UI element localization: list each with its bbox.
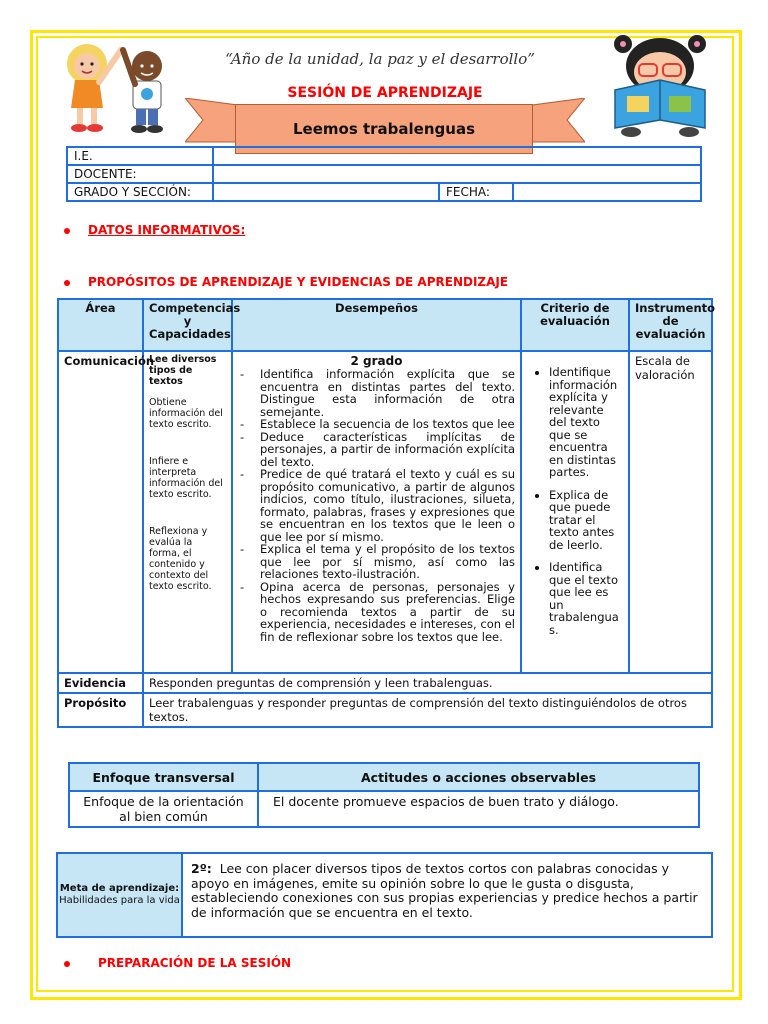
session-title: SESIÓN DE APRENDIZAJE bbox=[287, 85, 483, 101]
meta-label: Meta de aprendizaje: bbox=[59, 883, 180, 894]
desempeno-item: - Deduce características implícitas de personajes, a partir de información explícita del texto. bbox=[238, 431, 515, 469]
criterios-list bbox=[527, 366, 623, 636]
desempeno-item: - Explica el tema y el propósito de los textos que lee por sí mismo, así como las relaciones texto-ilustración. bbox=[238, 543, 515, 581]
criterio-item: • Identifica que el texto que lee es un trabalengua s. bbox=[549, 561, 623, 636]
enfoque-transversal-table bbox=[68, 762, 700, 828]
enfoque-header: Enfoque transversal bbox=[69, 763, 258, 791]
desempenos-cell bbox=[232, 351, 521, 673]
fecha-value[interactable] bbox=[513, 183, 701, 201]
datos-informativos-heading: DATOS INFORMATIVOS: bbox=[64, 223, 245, 237]
capacidad-item: Reflexiona y evalúa la forma, el contenido y contexto del texto escrito. bbox=[149, 526, 212, 592]
ie-value[interactable] bbox=[213, 147, 701, 165]
desempeno-item: - Opina acerca de personas, personajes y hechos expresando sus preferencias. Elige o recomienda textos a partir de su experiencia, necesidades e intereses, con el fin de reflexionar sobre los textos que lee. bbox=[238, 581, 515, 644]
competencias-cell bbox=[143, 351, 232, 673]
meta-grade: 2º: bbox=[191, 861, 212, 876]
propositos-heading: PROPÓSITOS DE APRENDIZAJE Y EVIDENCIAS DE APRENDIZAJE bbox=[64, 275, 508, 289]
meta-text-cell bbox=[182, 853, 712, 937]
girl-reading-book-illustration bbox=[605, 30, 715, 138]
competencia-title: Lee diversos tipos de textos bbox=[149, 354, 217, 387]
header-criterio: Criterio de evaluación bbox=[521, 299, 629, 351]
proposito-label: Propósito bbox=[58, 693, 143, 727]
docente-value[interactable] bbox=[213, 165, 701, 183]
bullet-icon bbox=[64, 280, 70, 286]
meta-sublabel: Habilidades para la vida bbox=[59, 895, 180, 906]
area-cell: Comunicación bbox=[58, 351, 143, 673]
year-motto: “Año de la unidad, la paz y el desarrollo” bbox=[225, 50, 535, 68]
fecha-label: FECHA: bbox=[439, 183, 513, 201]
instrumento-cell: Escala de valoración bbox=[629, 351, 712, 673]
header-desempenos: Desempeños bbox=[232, 299, 521, 351]
criterios-cell bbox=[521, 351, 629, 673]
actitudes-value: El docente promueve espacios de buen trato y diálogo. bbox=[258, 791, 699, 827]
header-instrumento: Instrumento de evaluación bbox=[629, 299, 712, 351]
lesson-title: Leemos trabalenguas bbox=[235, 104, 533, 154]
preparacion-heading: PREPARACIÓN DE LA SESIÓN bbox=[64, 956, 291, 970]
grado-label: GRADO Y SECCIÓN: bbox=[67, 183, 213, 201]
actitudes-header: Actitudes o acciones observables bbox=[258, 763, 699, 791]
grade-title: 2 grado bbox=[350, 354, 403, 368]
bullet-icon bbox=[64, 961, 70, 967]
ie-label: I.E. bbox=[67, 147, 213, 165]
capacidad-item: Infiere e interpreta información del texto escrito. bbox=[149, 456, 223, 500]
learning-purposes-table bbox=[57, 298, 716, 728]
grado-value[interactable] bbox=[213, 183, 439, 201]
enfoque-value: Enfoque de la orientación al bien común bbox=[69, 791, 258, 827]
evidencia-label: Evidencia bbox=[58, 673, 143, 693]
info-table bbox=[66, 146, 702, 202]
evidencia-value: Responden preguntas de comprensión y leen trabalenguas. bbox=[143, 673, 712, 693]
header-area: Área bbox=[58, 299, 143, 351]
bullet-icon bbox=[64, 228, 70, 234]
header-competencias: Competencias y Capacidades bbox=[143, 299, 232, 351]
desempeno-item: - Establece la secuencia de los textos que lee bbox=[238, 418, 515, 431]
meta-aprendizaje-table bbox=[56, 852, 713, 938]
proposito-value: Leer trabalenguas y responder preguntas de comprensión del texto distinguiéndolos de otros textos. bbox=[143, 693, 712, 727]
capacidad-item: Obtiene información del texto escrito. bbox=[149, 397, 223, 430]
desempenos-list bbox=[238, 368, 515, 643]
desempeno-item: - Predice de qué tratará el texto y cuál es su propósito comunicativo, a partir de algunos indicios, como título, ilustraciones, silueta, formato, palabras, frases y expresiones que se encuentran en los textos que le leen o que lee por sí mismo. bbox=[238, 468, 515, 543]
criterio-item: • Explica de que puede tratar el texto antes de leerlo. bbox=[549, 489, 623, 552]
meta-label-cell bbox=[57, 853, 182, 937]
desempeno-item: - Identifica información explícita que se encuentra en distintas partes del texto. Distingue esta información de otra semejante. bbox=[238, 368, 515, 418]
meta-text: Lee con placer diversos tipos de textos cortos con palabras conocidas y apoyo en imágenes, emite su opinión sobre lo que le gusta o disgusta, estableciendo conexiones con sus propias experiencias y predice hechos a partir de información que se encuentra en el texto. bbox=[191, 861, 698, 920]
kids-high-five-illustration bbox=[55, 42, 185, 137]
criterio-item: • Identifique información explícita y relevante del texto que se encuentra en distintas partes. bbox=[549, 366, 623, 479]
docente-label: DOCENTE: bbox=[67, 165, 213, 183]
